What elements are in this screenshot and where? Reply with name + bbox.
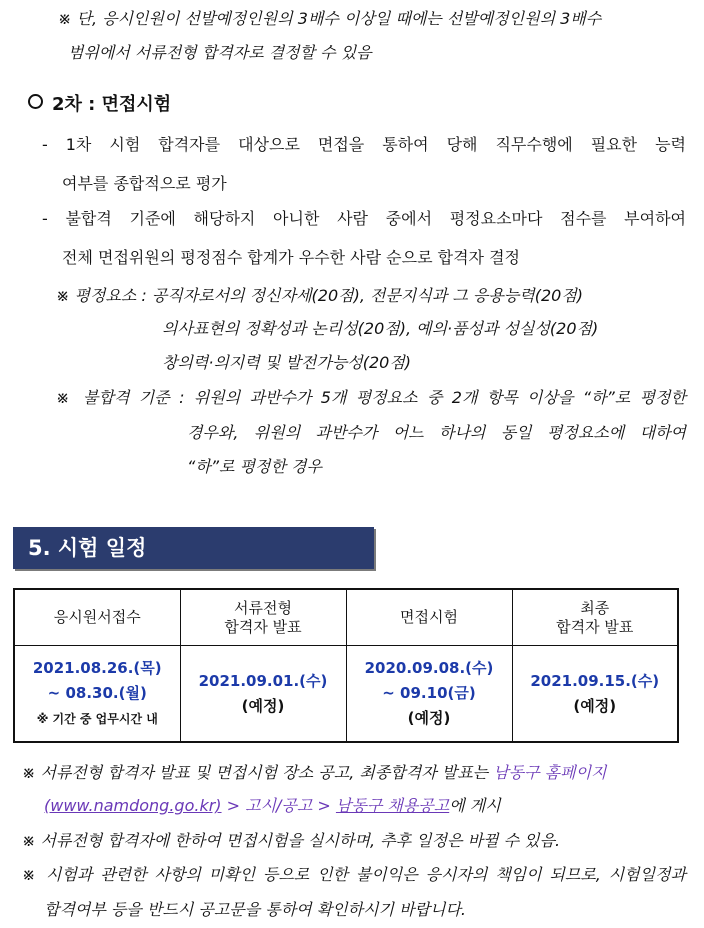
- section-5-banner: 5. 시험 일정: [13, 527, 374, 569]
- header-application: 응시원서접수: [14, 589, 180, 646]
- fail-criteria-line-3: “하”로 평정한 경우: [187, 457, 322, 476]
- note-2: ※ 서류전형 합격자에 한하여 면접시험을 실시하며, 추후 일정은 바뀔 수 있음.: [22, 831, 561, 850]
- eval-factors-line-1: ※ 평정요소 : 공직자로서의 정신자세(20점), 전문지식과 그 응용능력(20점): [56, 286, 584, 305]
- cell-document-result-date: 2021.09.01.(수) (예정): [180, 646, 346, 743]
- note-3-line-2: 합격여부 등을 반드시 공고문을 통하여 확인하시기 바랍니다.: [44, 900, 467, 919]
- circle-bullet-icon: [28, 94, 43, 109]
- homepage-url-link[interactable]: (www.namdong.go.kr): [44, 796, 222, 815]
- eval-factors-line-2: 의사표현의 정확성과 논리성(20점), 예의·품성과 성실성(20점): [162, 319, 599, 338]
- header-final-result: 최종 합격자 발표: [512, 589, 678, 646]
- cell-interview-date: 2020.09.08.(수) ~ 09.10(금) (예정): [346, 646, 512, 743]
- cell-application-period: 2021.08.26.(목) ~ 08.30.(월) ※ 기간 중 업무시간 내: [14, 646, 180, 743]
- note-3-line-1: ※ 시험과 관련한 사항의 미확인 등으로 인한 불이익은 응시자의 책임이 되므로, 시험일정과: [22, 865, 686, 884]
- menu-path: > 고시/공고 >: [221, 796, 336, 815]
- bullet-1-line-2: 여부를 종합적으로 평가: [62, 174, 227, 193]
- bullet-1-line-1: - 1차 시험 합격자를 대상으로 면접을 통하여 당해 직무수행에 필요한 능력: [42, 135, 686, 154]
- homepage-link[interactable]: 남동구 홈페이지: [493, 763, 607, 782]
- fail-criteria-line-1: ※ 불합격 기준 : 위원의 과반수가 5개 평정요소 중 2개 항목 이상을 “하”로 평정한: [56, 388, 686, 407]
- schedule-table: [13, 588, 679, 743]
- table-header-row: [14, 589, 678, 646]
- header-document-result: 서류전형 합격자 발표: [180, 589, 346, 646]
- section-2-heading: [28, 94, 171, 116]
- top-note-line-1: ※ 단, 응시인원이 선발예정인원의 3배수 이상일 때에는 선발예정인원의 3배수: [58, 9, 602, 28]
- top-note-line-2: 범위에서 서류전형 합격자로 결정할 수 있음: [68, 43, 372, 62]
- cell-final-result-date: 2021.09.15.(수) (예정): [512, 646, 678, 743]
- eval-factors-line-3: 창의력·의지력 및 발전가능성(20점): [162, 353, 412, 372]
- note-1-line-1: ※ 서류전형 합격자 발표 및 면접시험 장소 공고, 최종합격자 발표는 남동구 홈페이지: [22, 763, 607, 782]
- bullet-2-line-1: - 불합격 기준에 해당하지 아니한 사람 중에서 평정요소마다 점수를 부여하여: [42, 209, 686, 228]
- header-interview: 면접시험: [346, 589, 512, 646]
- table-row: [14, 646, 678, 743]
- recruitment-notice-link[interactable]: 남동구 채용공고: [335, 796, 450, 815]
- bullet-2-line-2: 전체 면접위원의 평정점수 합계가 우수한 사람 순으로 합격자 결정: [62, 248, 521, 267]
- section-2-title: 2차 : 면접시험: [52, 94, 172, 115]
- fail-criteria-line-2: 경우와, 위원의 과반수가 어느 하나의 동일 평정요소에 대하여: [187, 423, 686, 442]
- note-1-line-2: (www.namdong.go.kr) > 고시/공고 > 남동구 채용공고에 게시: [44, 796, 501, 815]
